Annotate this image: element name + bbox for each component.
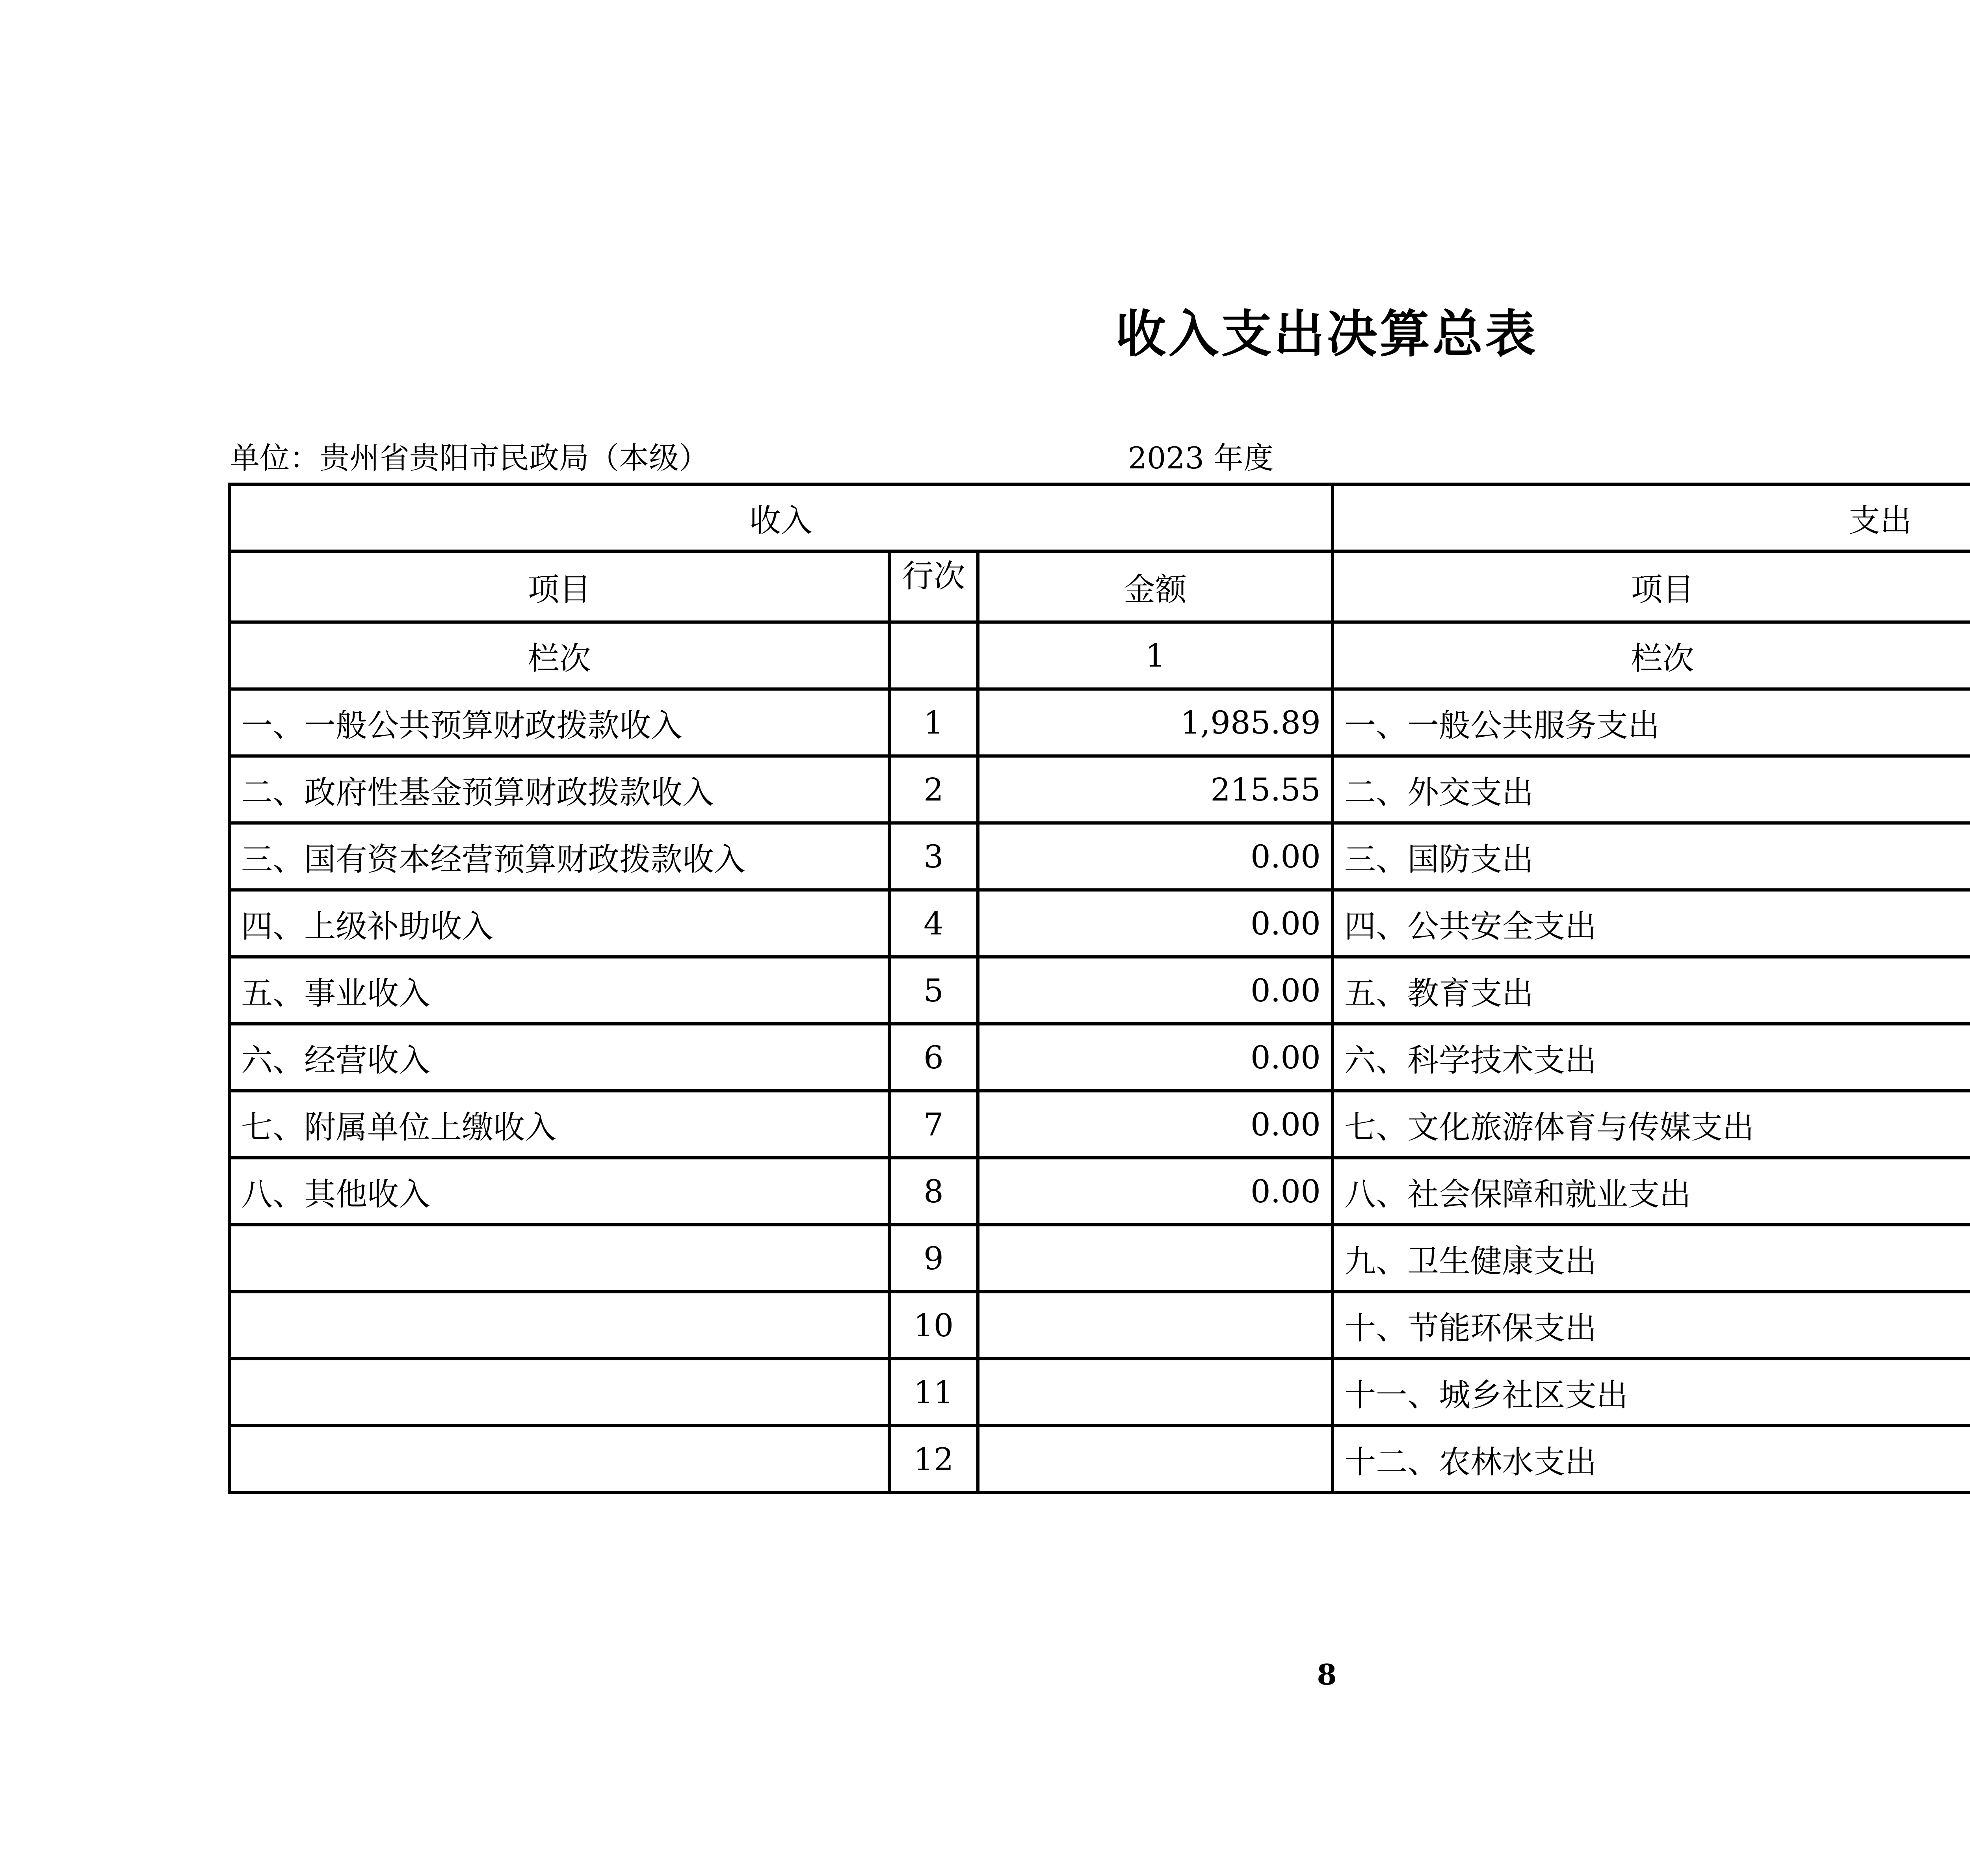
expense-item-header: 项目 xyxy=(1333,551,1970,622)
income-rowno-cell: 10 xyxy=(889,1292,978,1359)
income-amount-cell: 0.00 xyxy=(978,1091,1333,1158)
income-rowno-cell: 9 xyxy=(889,1225,978,1292)
expense-item-cell: 一、一般公共服务支出 xyxy=(1333,689,1970,756)
expense-item-cell: 八、社会保障和就业支出 xyxy=(1333,1158,1970,1225)
income-amount-cell: 0.00 xyxy=(978,1024,1333,1091)
expense-item-cell: 十、节能环保支出 xyxy=(1333,1292,1970,1359)
income-amount-cell: 0.00 xyxy=(978,890,1333,957)
income-item-cell xyxy=(229,1359,889,1426)
income-amount-cell: 0.00 xyxy=(978,823,1333,890)
income-rowno-cell: 12 xyxy=(889,1426,978,1493)
income-item-cell: 八、其他收入 xyxy=(229,1158,889,1225)
income-item-cell xyxy=(229,1225,889,1292)
table-row xyxy=(229,756,1970,823)
income-rowno-cell: 2 xyxy=(889,756,978,823)
empty-cell xyxy=(889,622,978,689)
income-rowno-cell: 8 xyxy=(889,1158,978,1225)
header-row-columns xyxy=(229,551,1970,622)
income-amount-header: 金额 xyxy=(978,551,1333,622)
income-amount-cell xyxy=(978,1426,1333,1493)
income-item-header: 项目 xyxy=(229,551,889,622)
expense-item-cell: 四、公共安全支出 xyxy=(1333,890,1970,957)
income-column-number: 1 xyxy=(978,622,1333,689)
expense-item-cell: 九、卫生健康支出 xyxy=(1333,1225,1970,1292)
income-rowno-cell: 4 xyxy=(889,890,978,957)
table-row xyxy=(229,689,1970,756)
page-number: 8 xyxy=(1317,1658,1337,1691)
income-rowno-cell: 5 xyxy=(889,957,978,1024)
income-item-cell: 一、一般公共预算财政拨款收入 xyxy=(229,689,889,756)
page-title: 收入支出决算总表 xyxy=(1115,305,1538,364)
table-row xyxy=(229,957,1970,1024)
income-item-cell xyxy=(229,1292,889,1359)
income-amount-cell: 0.00 xyxy=(978,957,1333,1024)
expense-item-cell: 十二、农林水支出 xyxy=(1333,1426,1970,1493)
income-item-cell: 四、上级补助收入 xyxy=(229,890,889,957)
income-rowno-cell: 11 xyxy=(889,1359,978,1426)
income-column-label: 栏次 xyxy=(229,622,889,689)
table-row xyxy=(229,1292,1970,1359)
expense-item-cell: 七、文化旅游体育与传媒支出 xyxy=(1333,1091,1970,1158)
income-item-cell: 三、国有资本经营预算财政拨款收入 xyxy=(229,823,889,890)
income-item-cell xyxy=(229,1426,889,1493)
table-row xyxy=(229,1426,1970,1493)
expense-item-cell: 十一、城乡社区支出 xyxy=(1333,1359,1970,1426)
income-item-cell: 五、事业收入 xyxy=(229,957,889,1024)
table-row xyxy=(229,890,1970,957)
income-item-cell: 六、经营收入 xyxy=(229,1024,889,1091)
header-row-column-numbers xyxy=(229,622,1970,689)
table-row xyxy=(229,1024,1970,1091)
expense-column-label: 栏次 xyxy=(1333,622,1970,689)
income-rowno-cell: 3 xyxy=(889,823,978,890)
fiscal-year: 2023 年度 xyxy=(1128,440,1274,476)
income-amount-cell: 1,985.89 xyxy=(978,689,1333,756)
table-row xyxy=(229,1225,1970,1292)
expense-item-cell: 五、教育支出 xyxy=(1333,957,1970,1024)
expense-item-cell: 二、外交支出 xyxy=(1333,756,1970,823)
income-amount-cell xyxy=(978,1359,1333,1426)
income-expense-table xyxy=(228,483,1970,1494)
expense-item-cell: 六、科学技术支出 xyxy=(1333,1024,1970,1091)
table-row xyxy=(229,1158,1970,1225)
expense-header: 支出 xyxy=(1333,484,1970,551)
income-header: 收入 xyxy=(229,484,1333,551)
table-row xyxy=(229,1091,1970,1158)
income-item-cell: 七、附属单位上缴收入 xyxy=(229,1091,889,1158)
income-rowno-cell: 6 xyxy=(889,1024,978,1091)
income-amount-cell xyxy=(978,1292,1333,1359)
report-meta xyxy=(230,434,1970,474)
table-row xyxy=(229,823,1970,890)
table-row xyxy=(229,1359,1970,1426)
income-amount-cell: 0.00 xyxy=(978,1158,1333,1225)
expense-item-cell: 三、国防支出 xyxy=(1333,823,1970,890)
income-item-cell: 二、政府性基金预算财政拨款收入 xyxy=(229,756,889,823)
income-rowno-cell: 1 xyxy=(889,689,978,756)
reporting-unit: 单位：贵州省贵阳市民政局（本级） xyxy=(230,440,709,476)
income-amount-cell xyxy=(978,1225,1333,1292)
income-rowno-cell: 7 xyxy=(889,1091,978,1158)
header-row-sections xyxy=(229,484,1970,551)
income-rowno-header: 行次 xyxy=(889,551,978,622)
income-amount-cell: 215.55 xyxy=(978,756,1333,823)
